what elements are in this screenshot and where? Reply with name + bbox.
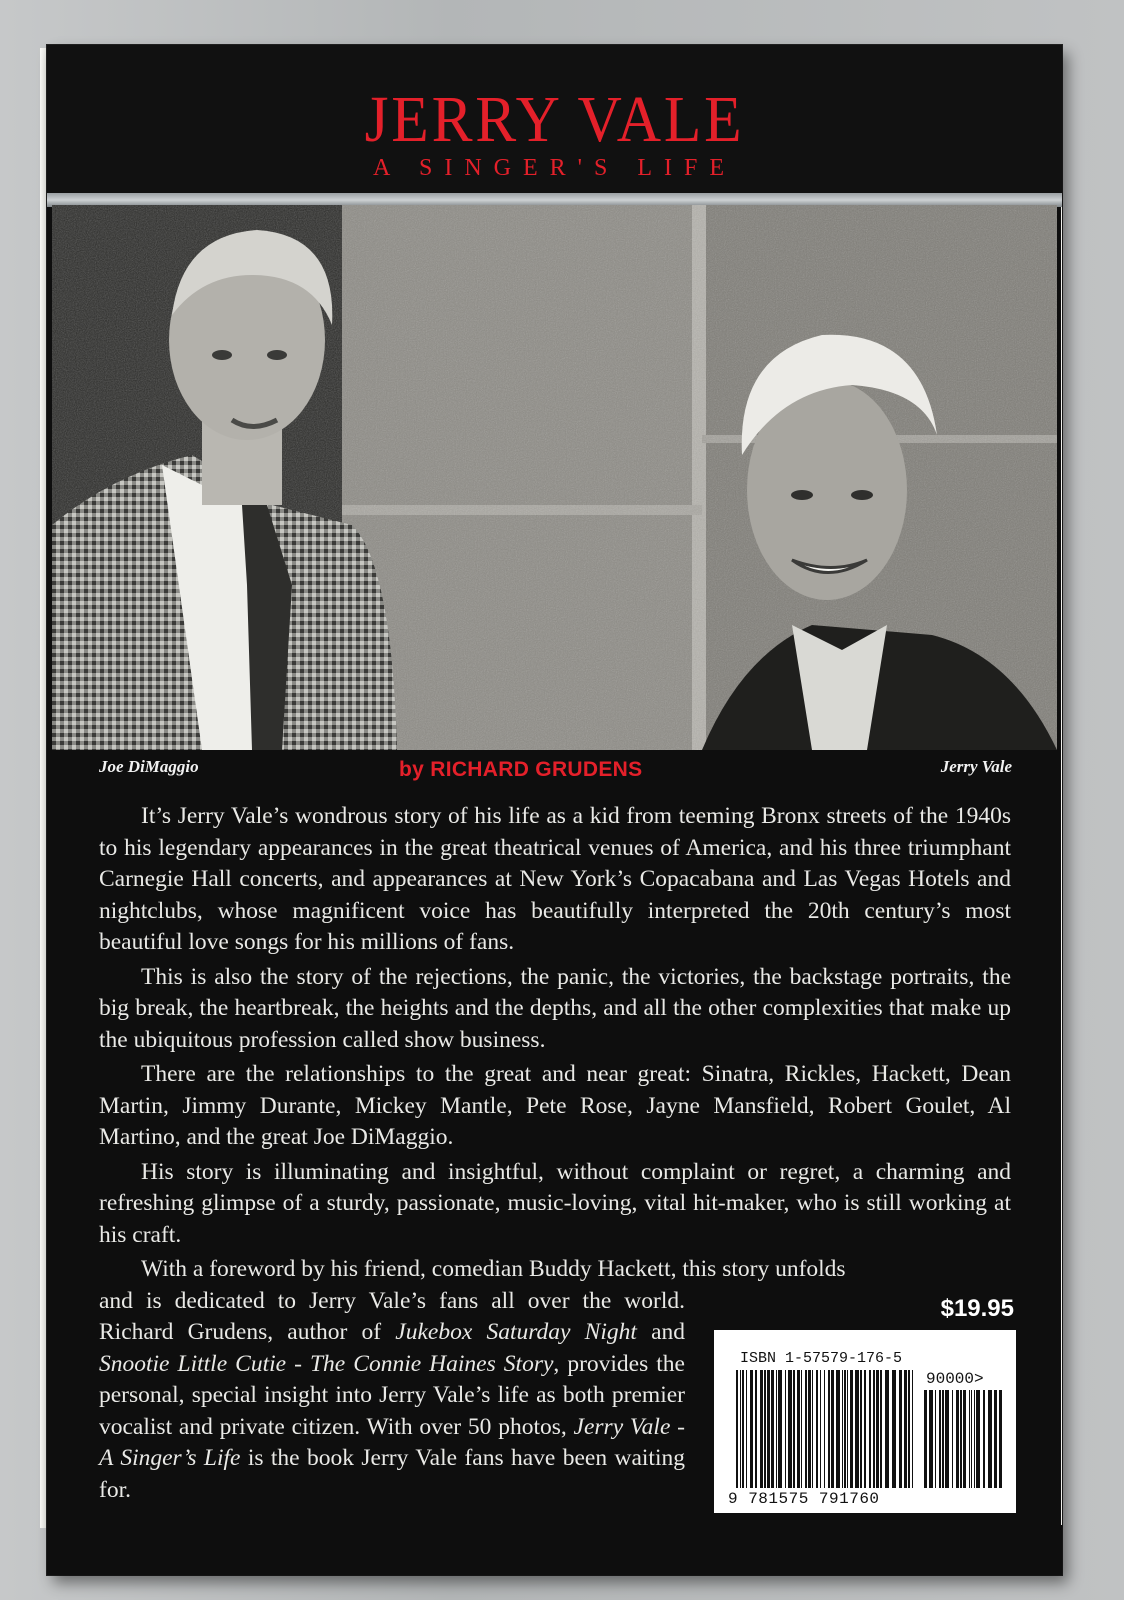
blurb-segment: and is dedicated to Jerry Vale’s fans all over the world. Richard Grudens, author of — [99, 1287, 685, 1345]
author-byline: by RICHARD GRUDENS — [399, 758, 643, 781]
barcode-bar — [860, 1370, 862, 1488]
barcode-bar — [908, 1370, 910, 1488]
barcode-bar — [969, 1390, 970, 1488]
barcode-bar — [999, 1390, 1002, 1488]
barcode-bar — [864, 1370, 866, 1488]
book-title: JERRY VALE — [364, 83, 745, 156]
blurb-segment: , provides the personal, special insight into Jerry Vale’s life as both premier vocalist and private citizen. With over 50 photos, — [99, 1350, 685, 1440]
blurb-paragraph-last — [99, 1286, 685, 1507]
addon-barcode-bars — [924, 1390, 1004, 1488]
book-subtitle: A SINGER'S LIFE — [372, 155, 736, 181]
barcode-bar — [876, 1370, 879, 1488]
barcode-bar — [771, 1370, 774, 1488]
blurb-paragraph: His story is illuminating and insightful, without complaint or regret, a charming and refreshing glimpse of a sturdy, passionate, music-loving, vital hit-maker, who is still working at his craft. — [99, 1158, 1011, 1248]
barcode-bar — [924, 1390, 927, 1488]
barcode-bar — [847, 1370, 848, 1488]
price-code: 90000> — [926, 1370, 984, 1388]
barcode-bar — [805, 1370, 807, 1488]
barcode-bar — [892, 1370, 896, 1488]
barcode-bar — [831, 1370, 834, 1488]
barcode-bar — [746, 1370, 747, 1488]
isbn-number: ISBN 1-57579-176-5 — [740, 1350, 903, 1367]
book-title-reference: Snootie Little Cutie - The Connie Haines Story — [99, 1350, 554, 1377]
ean-number: 9 781575 791760 — [728, 1490, 880, 1508]
barcode-bar — [942, 1390, 944, 1488]
barcode-bar — [899, 1370, 902, 1488]
photo-illustration — [52, 205, 1057, 750]
barcode-bar — [816, 1370, 818, 1488]
book-back-cover — [47, 45, 1062, 1575]
barcode-bar — [764, 1370, 766, 1488]
book-title-reference: Jukebox Saturday Night — [395, 1319, 637, 1345]
barcode-bar — [842, 1370, 843, 1488]
barcode-bar — [994, 1390, 997, 1488]
barcode-bar — [971, 1390, 972, 1488]
barcode-bar — [793, 1370, 795, 1488]
barcode-bar — [869, 1370, 871, 1488]
barcode-bar — [844, 1370, 846, 1488]
barcode-bar — [929, 1390, 933, 1488]
barcode-bar — [904, 1370, 907, 1488]
barcode-bar — [988, 1390, 992, 1488]
barcode-bar — [935, 1390, 936, 1488]
page-edge-right — [1061, 105, 1062, 1525]
barcode-bar — [797, 1370, 800, 1488]
barcode-bars — [736, 1370, 916, 1488]
barcode-bar — [820, 1370, 821, 1488]
caption-joe-dimaggio: Joe DiMaggio — [99, 757, 199, 776]
title-block — [47, 45, 1062, 195]
blurb-paragraph: It’s Jerry Vale’s wondrous story of his life as a kid from teeming Bronx streets of the 1940s to his legendary appearances in the great theatrical venues of America, and his three triumphant Carnegie Hall concerts, and appearances at New York’s Copacabana and Las Vegas Hotels and nightclubs, whose magnificent voice has beautifully interpreted the 20th century’s most beautiful love songs for his millions of fans. — [99, 803, 1011, 955]
barcode-bar — [778, 1370, 782, 1488]
caption-jerry-vale: Jerry Vale — [940, 757, 1012, 776]
barcode-bar — [788, 1370, 792, 1488]
barcode-bar — [755, 1370, 757, 1488]
barcode-bar — [960, 1390, 962, 1488]
cover-photo — [52, 205, 1057, 750]
blurb-paragraph: This is also the story of the rejections, the panic, the victories, the backstage portraits, the big break, the heartbreak, the heights and the depths, and all the other complexities that make up the ubiquitous profession called show business. — [99, 963, 1011, 1053]
barcode-bar — [736, 1370, 738, 1488]
blurb-segment: and — [651, 1319, 686, 1345]
barcode-bar — [740, 1370, 741, 1488]
blurb-paragraph: There are the relationships to the great and near great: Sinatra, Rickles, Hackett, Dean Martin, Jimmy Durante, Mickey Mantle, Pete Rose, Jayne Mansfield, Robert Goulet, Al Martino, and the great Joe DiMaggio. — [99, 1061, 1011, 1150]
barcode-bar — [785, 1370, 786, 1488]
barcode-bar — [939, 1390, 941, 1488]
barcode-bar — [808, 1370, 811, 1488]
book-title-reference: Jerry Vale - A Singer’s Life — [99, 1413, 685, 1471]
barcode-bar — [855, 1370, 859, 1488]
barcode-bar — [767, 1370, 770, 1488]
barcode-bar — [742, 1370, 744, 1488]
barcode-bar — [952, 1390, 953, 1488]
barcode-bar — [760, 1370, 763, 1488]
barcode-bar — [776, 1370, 777, 1488]
barcode-bar — [885, 1370, 889, 1488]
barcode-bar — [945, 1390, 949, 1488]
barcode-bar — [912, 1370, 913, 1488]
blurb-segment: is the book Jerry Vale fans have been waiting for. — [99, 1445, 685, 1503]
barcode-bar — [983, 1390, 985, 1488]
barcode-bar — [850, 1370, 853, 1488]
barcode-bar — [880, 1370, 882, 1488]
barcode-bar — [976, 1390, 980, 1488]
barcode-bar — [836, 1370, 840, 1488]
barcode-bar — [812, 1370, 813, 1488]
barcode-bar — [801, 1370, 802, 1488]
barcode-bar — [873, 1370, 875, 1488]
barcode-bar — [824, 1370, 825, 1488]
price-label: $19.95 — [940, 1295, 1014, 1322]
barcode-bar — [750, 1370, 753, 1488]
barcode — [714, 1330, 1016, 1513]
barcode-bar — [974, 1390, 975, 1488]
barcode-bar — [956, 1390, 959, 1488]
barcode-bar — [828, 1370, 830, 1488]
blurb-paragraph: With a foreword by his friend, comedian Buddy Hackett, this story unfolds — [141, 1256, 846, 1282]
barcode-bar — [963, 1390, 966, 1488]
